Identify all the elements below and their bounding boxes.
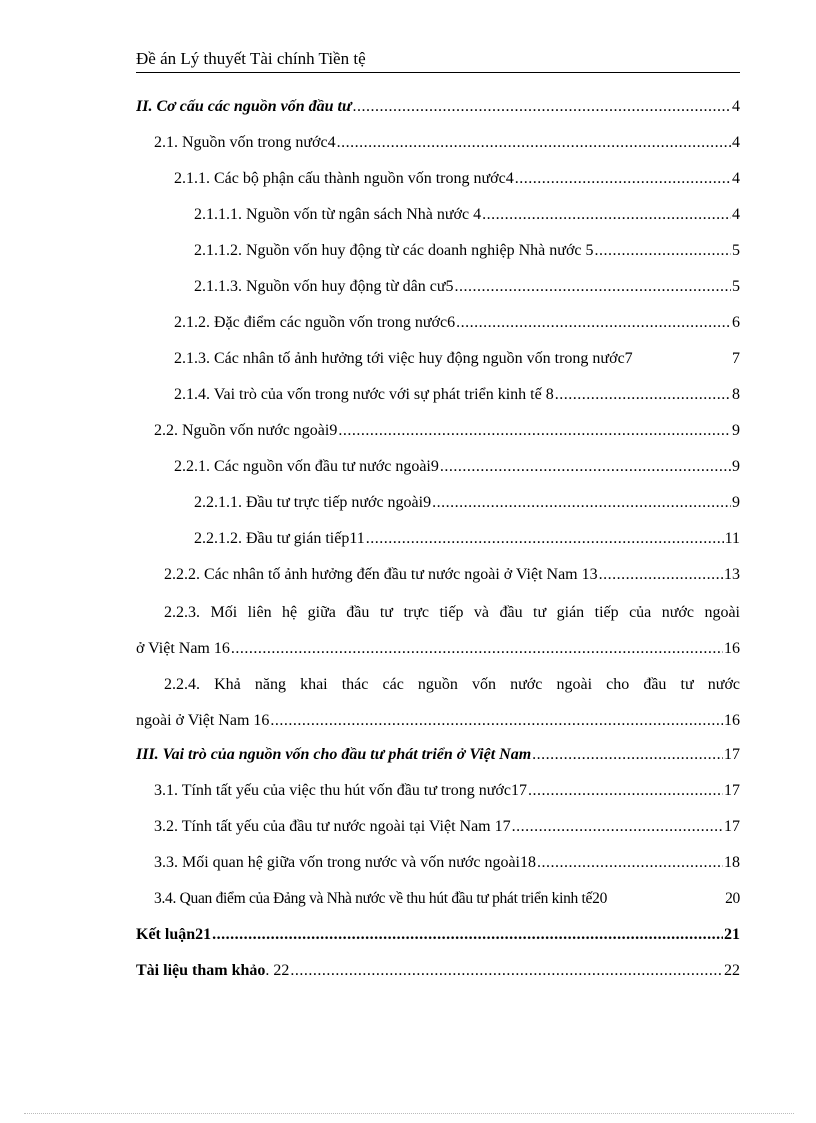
toc-entry-2-2-4[interactable] — [136, 674, 740, 732]
toc-entry-2-1-1-3[interactable] — [136, 278, 740, 300]
toc-entry-2-2-3[interactable] — [136, 602, 740, 660]
toc-leader-dots — [455, 278, 731, 296]
toc-page-number: 17 — [724, 782, 740, 799]
toc-page-number: 4 — [732, 98, 740, 115]
table-of-contents — [136, 98, 740, 984]
toc-page-number: 18 — [724, 854, 740, 871]
toc-page-number: 4 — [732, 206, 740, 223]
toc-page-number: 11 — [724, 530, 740, 547]
toc-entry-title: III. Vai trò của nguồn vốn cho đầu tư phát triển ở Việt Nam — [136, 746, 532, 763]
toc-entry-3-4[interactable] — [136, 890, 740, 912]
toc-entry-title: 2.1.1. Các bộ phận cấu thành nguồn vốn trong nước4 — [174, 170, 514, 187]
toc-page-number: 17 — [724, 746, 740, 763]
toc-page-number: 21 — [724, 926, 740, 943]
toc-page-number: 22 — [724, 962, 740, 979]
toc-page-number: 6 — [732, 314, 740, 331]
toc-leader-dots — [338, 422, 731, 440]
toc-entry-continuation — [136, 710, 740, 732]
toc-entry-title-line1: 2.2.4. Khả năng khai thác các nguồn vốn nước ngoài cho đầu tư nước — [164, 676, 740, 693]
toc-leader-dots — [440, 458, 731, 476]
toc-entry-2-2-2[interactable] — [136, 566, 740, 588]
toc-entry-section-2[interactable] — [136, 98, 740, 120]
toc-entry-title: 2.1.1.3. Nguồn vốn huy động từ dân cư5 — [194, 278, 454, 295]
toc-entry-3-3[interactable] — [136, 854, 740, 876]
toc-entry-title: 3.2. Tính tất yếu của đầu tư nước ngoài tại Việt Nam 17 — [154, 818, 511, 835]
toc-entry-2-1-1-2[interactable] — [136, 242, 740, 264]
toc-entry-2-1-4[interactable] — [136, 386, 740, 408]
toc-page-number: 4 — [732, 170, 740, 187]
toc-leader-dots — [555, 386, 731, 404]
page-bottom-divider — [24, 1113, 794, 1114]
toc-entry-title-suffix: . 22 — [265, 962, 290, 979]
toc-entry-title: II. Cơ cấu các nguồn vốn đầu tư — [136, 98, 352, 115]
toc-entry-title: 3.3. Mối quan hệ giữa vốn trong nước và vốn nước ngoài18 — [154, 854, 536, 871]
toc-entry-2-1-1[interactable] — [136, 170, 740, 192]
toc-entry-title: 2.2.2. Các nhân tố ảnh hưởng đến đầu tư nước ngoài ở Việt Nam 13 — [164, 566, 598, 583]
toc-entry-title: 2.1.4. Vai trò của vốn trong nước với sự phát triển kinh tế 8 — [174, 386, 554, 403]
toc-page-number: 4 — [732, 134, 740, 151]
toc-page-number: 9 — [732, 422, 740, 439]
toc-entry-title-line1: 2.2.3. Mối liên hệ giữa đầu tư trực tiếp và đầu tư gián tiếp của nước ngoài — [164, 604, 740, 621]
toc-leader-dots — [212, 926, 723, 944]
toc-leader-dots — [366, 530, 724, 548]
toc-page-number: 8 — [732, 386, 740, 403]
toc-leader-dots — [512, 818, 723, 836]
toc-leader-dots — [528, 782, 723, 800]
toc-page-number: 20 — [725, 890, 740, 907]
toc-page-number: 16 — [724, 640, 740, 657]
toc-entry-title: 2.2.1.1. Đầu tư trực tiếp nước ngoài9 — [194, 494, 432, 511]
toc-entry-title: 3.4. Quan điểm của Đảng và Nhà nước về thu hút đầu tư phát triển kinh tế20 — [154, 890, 608, 907]
toc-leader-dots — [290, 962, 723, 980]
toc-page-number: 13 — [724, 566, 740, 583]
toc-leader-dots — [595, 242, 731, 260]
toc-page-number: 16 — [724, 712, 740, 729]
toc-entry-title-line2: ở Việt Nam 16 — [136, 640, 230, 657]
toc-entry-2-2-1-1[interactable] — [136, 494, 740, 516]
toc-page-number: 7 — [732, 350, 740, 367]
toc-leader-dots — [270, 710, 723, 732]
toc-entry-title: 2.1.1.2. Nguồn vốn huy động từ các doanh nghiệp Nhà nước 5 — [194, 242, 594, 259]
toc-entry-3-1[interactable] — [136, 782, 740, 804]
toc-entry-title: 2.1.2. Đặc điểm các nguồn vốn trong nước6 — [174, 314, 456, 331]
toc-leader-dots — [456, 314, 731, 332]
toc-entry-2-1-3[interactable] — [136, 350, 740, 372]
toc-entry-2-2-1[interactable] — [136, 458, 740, 480]
toc-leader-dots — [482, 206, 731, 224]
toc-entry-2-1-1-1[interactable] — [136, 206, 740, 228]
toc-entry-2-1-2[interactable] — [136, 314, 740, 336]
toc-leader-dots — [353, 98, 731, 116]
toc-page-number: 5 — [732, 278, 740, 295]
toc-entry-title: 2.1.3. Các nhân tố ảnh hưởng tới việc huy động nguồn vốn trong nước7 — [174, 350, 633, 367]
toc-leader-dots — [432, 494, 731, 512]
toc-entry-title: 2.1. Nguồn vốn trong nước4 — [154, 134, 336, 151]
toc-leader-dots — [537, 854, 723, 872]
toc-entry-conclusion[interactable] — [136, 926, 740, 948]
toc-entry-3-2[interactable] — [136, 818, 740, 840]
toc-entry-2-1[interactable] — [136, 134, 740, 156]
toc-entry-2-2-1-2[interactable] — [136, 530, 740, 552]
toc-entry-section-3[interactable] — [136, 746, 740, 768]
toc-entry-title: Tài liệu tham khảo — [136, 962, 266, 979]
toc-entry-2-2[interactable] — [136, 422, 740, 444]
toc-entry-title-line2: ngoài ở Việt Nam 16 — [136, 712, 270, 729]
toc-leader-dots — [337, 134, 731, 152]
toc-page-number: 9 — [732, 458, 740, 475]
toc-entry-title: 2.2.1.2. Đầu tư gián tiếp11 — [194, 530, 365, 547]
toc-entry-references[interactable] — [136, 962, 740, 984]
toc-entry-title: 3.1. Tính tất yếu của việc thu hút vốn đầu tư trong nước17 — [154, 782, 527, 799]
toc-leader-dots — [532, 746, 723, 764]
toc-leader-dots — [515, 170, 731, 188]
toc-page-number: 9 — [732, 494, 740, 511]
toc-entry-title: Kết luận21 — [136, 926, 212, 943]
document-header: Đề án Lý thuyết Tài chính Tiền tệ — [136, 48, 740, 73]
toc-entry-title: 2.2.1. Các nguồn vốn đầu tư nước ngoài9 — [174, 458, 439, 475]
toc-entry-title: 2.2. Nguồn vốn nước ngoài9 — [154, 422, 338, 439]
toc-leader-dots — [599, 566, 723, 584]
toc-entry-title: 2.1.1.1. Nguồn vốn từ ngân sách Nhà nước 4 — [194, 206, 482, 223]
toc-page-number: 17 — [724, 818, 740, 835]
toc-entry-continuation — [136, 638, 740, 660]
toc-page-number: 5 — [732, 242, 740, 259]
toc-leader-dots — [231, 638, 723, 660]
